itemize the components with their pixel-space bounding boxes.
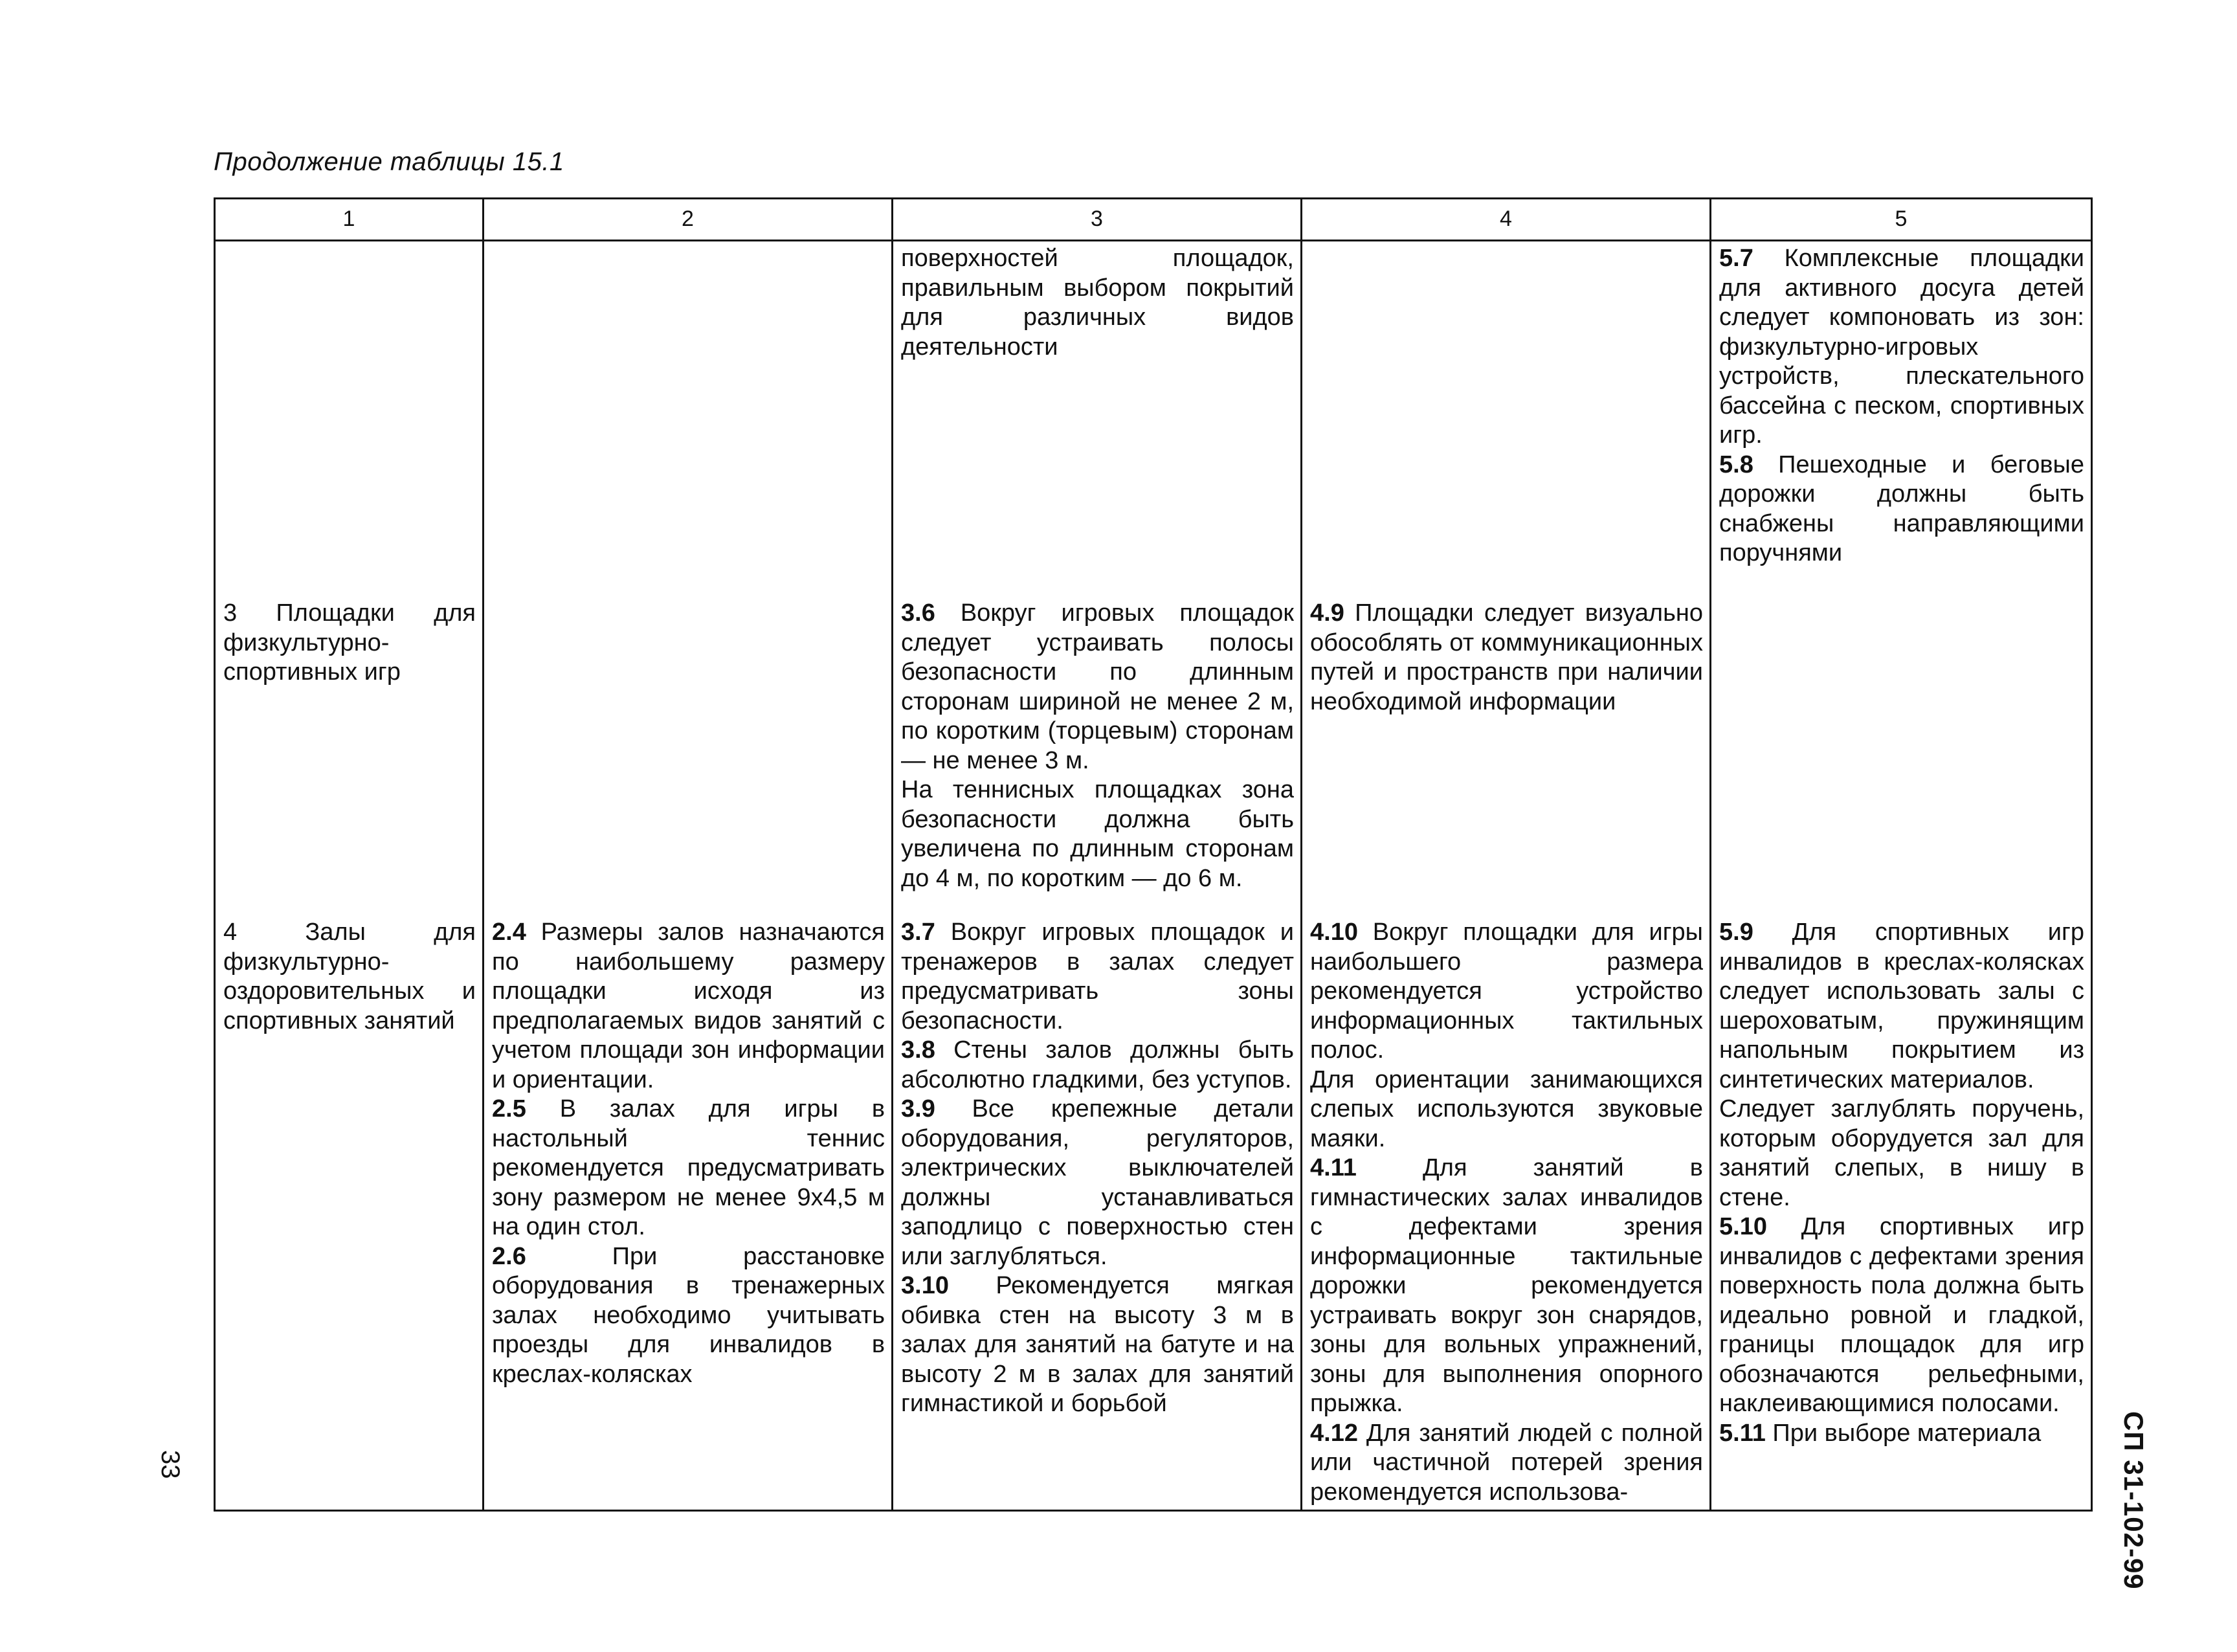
- clause-text: поверхностей площадок, правильным выбором покрытий для различных видов деятельности: [901, 245, 1294, 361]
- clause: [1719, 918, 2084, 1095]
- table-header-row: [215, 199, 2092, 241]
- table-row: [215, 596, 2092, 915]
- clause-number: 4.9: [1310, 599, 1344, 627]
- cell-col3: [893, 241, 1302, 597]
- clause-text: Следует заглублять поручень, которым оборудуется зал для занятий слепых, в нишу в стене.: [1719, 1095, 2084, 1211]
- clause-number: 2.5: [492, 1095, 526, 1122]
- clause-text: Вокруг игровых площадок и тренажеров в залах следует предусматривать зоны безопасности.: [901, 919, 1294, 1034]
- clause-text: Для спортивных игр инвалидов в креслах-колясках следует использовать залы с шероховатым, пружинящим напольным покрытием из синтетических материалов.: [1719, 919, 2084, 1093]
- clause: [901, 599, 1294, 776]
- clause-text: При расстановке оборудования в тренажерных залах необходимо учитывать проезды для инвалидов в креслах-колясках: [492, 1242, 885, 1388]
- requirements-table: [214, 197, 2093, 1512]
- clause-number: 4.12: [1310, 1419, 1358, 1447]
- table-row: [215, 241, 2092, 597]
- clause: [1719, 1212, 2084, 1419]
- clause-number: 5.8: [1719, 451, 1753, 478]
- clause-number: 5.7: [1719, 245, 1753, 272]
- clause: [1719, 1419, 2084, 1449]
- cell-col5: [1711, 241, 2092, 597]
- clause-text: При выборе материала: [1765, 1419, 2042, 1447]
- clause-number: 3.10: [901, 1272, 949, 1299]
- clause: [1719, 1095, 2084, 1212]
- clause-text: Рекомендуется мягкая обивка стен на высоту 3 м в залах для занятий на батуте и на высоту 2 м в залах для занятий гимнастикой и борьбой: [901, 1272, 1294, 1417]
- row-title: 4 Залы для физкультурно-оздоровительных и спортивных занятий: [215, 915, 484, 1511]
- clause-number: 3.6: [901, 599, 935, 627]
- clause-number: 5.11: [1719, 1419, 1766, 1447]
- clause: [1310, 918, 1703, 1066]
- table-row: [215, 915, 2092, 1511]
- cell-col2: [484, 596, 893, 915]
- clause-text: Все крепежные детали оборудования, регуляторов, электрических выключателей должны устанавливаться заподлицо с поверхностью стен или заглубляться.: [901, 1095, 1294, 1270]
- row-title: 3 Площадки для физкультурно-спортивных игр: [215, 596, 484, 915]
- column-header-3: 3: [893, 199, 1302, 241]
- clause-text: На теннисных площадках зона безопасности должна быть увеличена по длинным сторонам до 4 м, по коротким — до 6 м.: [901, 776, 1294, 892]
- clause: [901, 1271, 1294, 1419]
- clause: [901, 1036, 1294, 1095]
- column-header-1: 1: [215, 199, 484, 241]
- cell-col2: [484, 241, 893, 597]
- clause-text: Для спортивных игр инвалидов с дефектами зрения поверхность пола должна быть идеально ровной и гладкой, границы площадок для игр обозначаются рельефными, наклеивающимися полосами.: [1719, 1213, 2084, 1417]
- cell-col5: [1711, 915, 2092, 1511]
- row-title: [215, 241, 484, 597]
- clause-text: Вокруг игровых площадок следует устраивать полосы безопасности по длинным сторонам шириной не менее 2 м, по коротким (торцевым) сторонам — не менее 3 м.: [901, 599, 1294, 774]
- cell-col2: [484, 915, 893, 1511]
- clause-text: В залах для игры в настольный теннис рекомендуется предусматривать зону размером не менее 9х4,5 м на один стол.: [492, 1095, 885, 1240]
- clause-number: 3.7: [901, 919, 935, 946]
- clause-text: Пешеходные и беговые дорожки должны быть снабжены направляющими поручнями: [1719, 451, 2084, 566]
- clause: [1719, 451, 2084, 568]
- clause: [901, 918, 1294, 1036]
- clause-number: 3.9: [901, 1095, 935, 1122]
- cell-col5: [1711, 596, 2092, 915]
- clause: [901, 1095, 1294, 1271]
- clause-text: Комплексные площадки для активного досуга детей следует компоновать из зон: физкультурно-игровых устройств, плескательного бассейна с песком, спортивных игр.: [1719, 245, 2084, 449]
- clause-text: Площадки следует визуально обособлять от коммуникационных путей и пространств при наличии необходимой информации: [1310, 599, 1703, 715]
- cell-col3: [893, 596, 1302, 915]
- clause: [1310, 1154, 1703, 1419]
- column-header-5: 5: [1711, 199, 2092, 241]
- cell-col4: [1302, 596, 1711, 915]
- clause-number: 3.8: [901, 1036, 935, 1064]
- clause: [492, 1095, 885, 1242]
- clause: [901, 244, 1294, 362]
- cell-col4: [1302, 915, 1711, 1511]
- clause-text: Стены залов должны быть абсолютно гладкими, без уступов.: [901, 1036, 1294, 1093]
- clause-number: 2.4: [492, 919, 526, 946]
- cell-col3: [893, 915, 1302, 1511]
- clause-text: Размеры залов назначаются по наибольшему размеру площадки исходя из предполагаемых видов занятий с учетом площади зон информации и ориентации.: [492, 919, 885, 1093]
- clause: [1310, 599, 1703, 717]
- column-header-4: 4: [1302, 199, 1711, 241]
- clause-text: Вокруг площадки для игры наибольшего размера рекомендуется устройство информационных тактильных полос.: [1310, 919, 1703, 1064]
- clause: [901, 776, 1294, 893]
- clause-number: 5.10: [1719, 1213, 1767, 1240]
- clause-number: 5.9: [1719, 919, 1753, 946]
- clause: [492, 1242, 885, 1390]
- clause-text: Для занятий в гимнастических залах инвалидов с дефектами зрения информационные тактильные дорожки рекомендуется устраивать вокруг зон снарядов, зоны для вольных упражнений, зоны для выполнения опорного прыжка.: [1310, 1154, 1703, 1417]
- clause-text: Для занятий людей с полной или частичной потерей зрения рекомендуется использова-: [1310, 1419, 1703, 1506]
- cell-col4: [1302, 241, 1711, 597]
- clause-number: 2.6: [492, 1242, 526, 1270]
- document-code: СП 31-102-99: [2119, 1411, 2149, 1590]
- clause: [1719, 244, 2084, 451]
- table-caption: Продолжение таблицы 15.1: [214, 148, 564, 176]
- clause-text: Для ориентации занимающихся слепых используются звуковые маяки.: [1310, 1066, 1703, 1152]
- clause-number: 4.10: [1310, 919, 1358, 946]
- page-number: 33: [156, 1450, 184, 1479]
- clause: [492, 918, 885, 1095]
- clause: [1310, 1066, 1703, 1154]
- clause: [1310, 1419, 1703, 1508]
- column-header-2: 2: [484, 199, 893, 241]
- clause-number: 4.11: [1310, 1154, 1357, 1181]
